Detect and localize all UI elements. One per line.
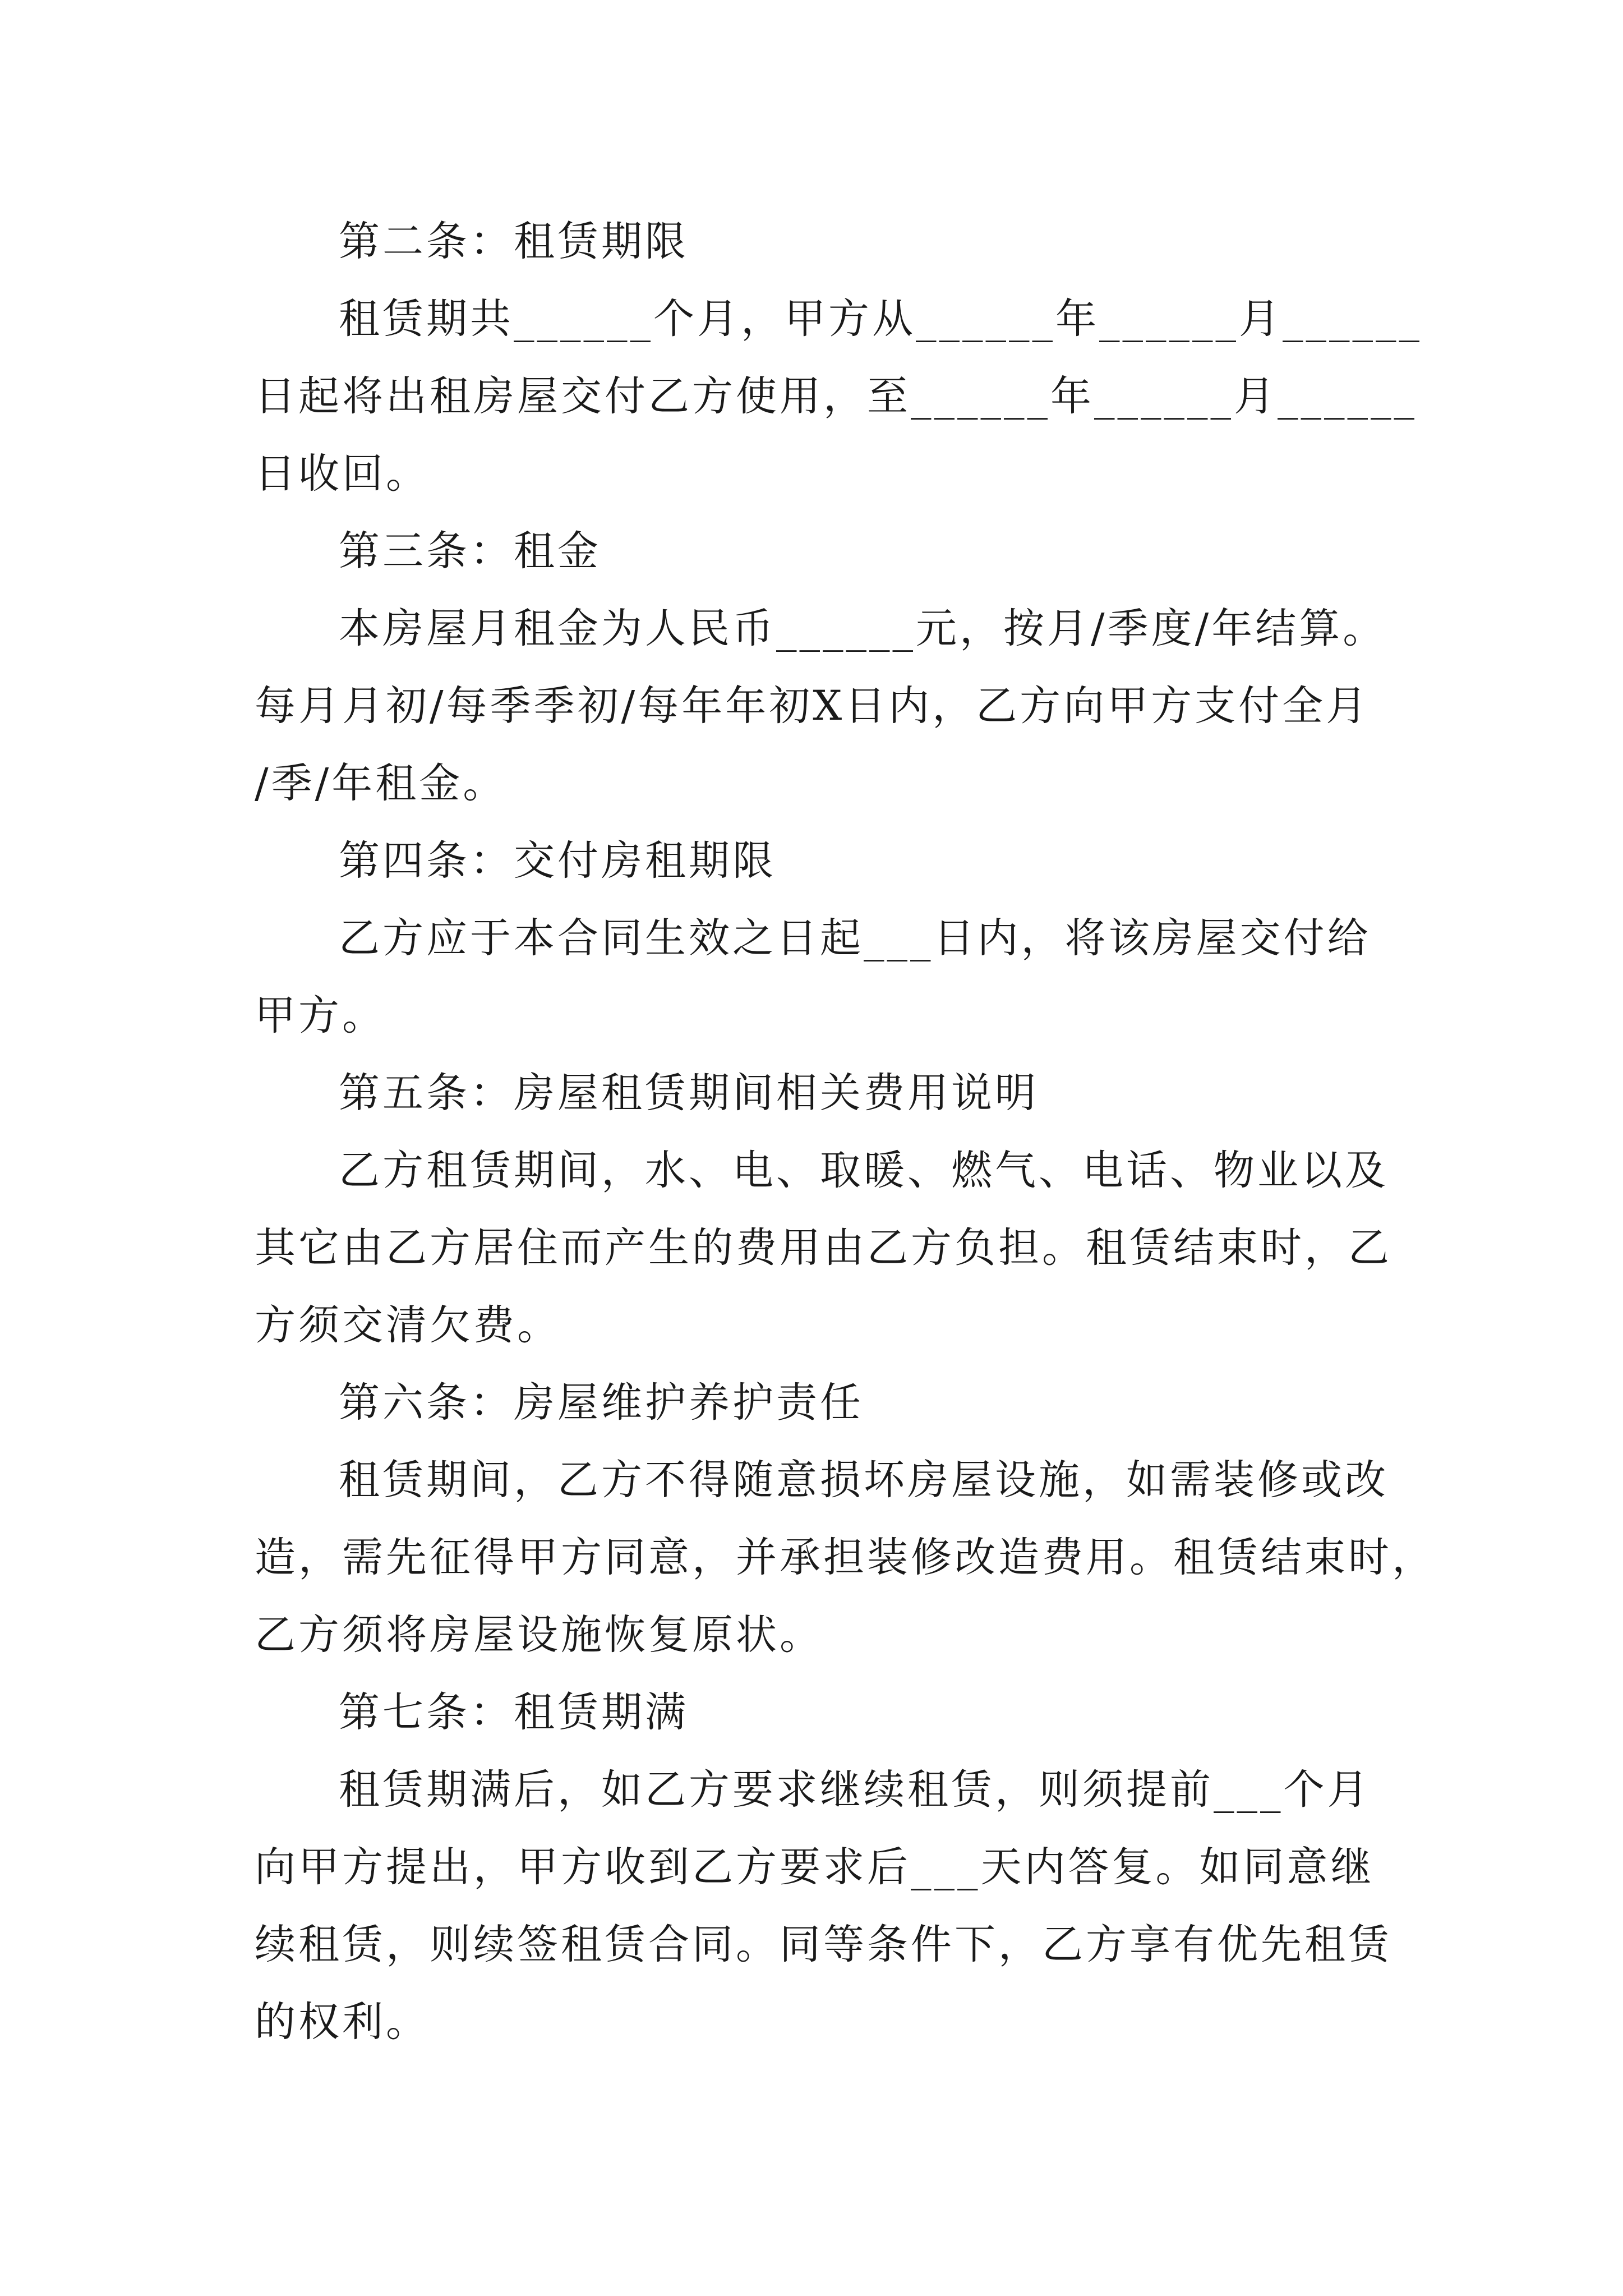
paragraph-line: 每月月初/每季季初/每年年初X日内，乙方向甲方支付全月 bbox=[255, 682, 1370, 730]
article-4-heading: 第四条：交付房租期限 bbox=[339, 837, 776, 885]
paragraph-line: 甲方。 bbox=[255, 992, 386, 1039]
paragraph-line: 租赁期间，乙方不得随意损坏房屋设施，如需装修或改 bbox=[339, 1456, 1389, 1504]
paragraph-line: 向甲方提出，甲方收到乙方要求后___天内答复。如同意继 bbox=[255, 1843, 1375, 1891]
document-body bbox=[255, 203, 1436, 2061]
paragraph-line: 方须交清欠费。 bbox=[255, 1301, 561, 1349]
paragraph-line: 乙方租赁期间，水、电、取暖、燃气、电话、物业以及 bbox=[339, 1147, 1389, 1194]
article-7-heading: 第七条：租赁期满 bbox=[339, 1688, 689, 1736]
paragraph-line: 本房屋月租金为人民币______元，按月/季度/年结算。 bbox=[339, 605, 1387, 652]
article-2-heading: 第二条：租赁期限 bbox=[339, 218, 689, 265]
paragraph-line: 造，需先征得甲方同意，并承担装修改造费用。租赁结束时， bbox=[255, 1534, 1436, 1581]
article-3-heading: 第三条：租金 bbox=[339, 527, 601, 575]
paragraph-line: 乙方须将房屋设施恢复原状。 bbox=[255, 1611, 823, 1659]
paragraph-line: 日收回。 bbox=[255, 450, 430, 498]
paragraph-line: 其它由乙方居住而产生的费用由乙方负担。租赁结束时，乙 bbox=[255, 1224, 1392, 1272]
paragraph-line: /季/年租金。 bbox=[255, 760, 507, 807]
paragraph-line: 租赁期共______个月，甲方从______年______月______ bbox=[339, 295, 1422, 343]
paragraph-line: 的权利。 bbox=[255, 1998, 430, 2046]
article-5-heading: 第五条：房屋租赁期间相关费用说明 bbox=[339, 1069, 1039, 1117]
paragraph-line: 乙方应于本合同生效之日起___日内，将该房屋交付给 bbox=[339, 914, 1371, 962]
paragraph-line: 续租赁，则续签租赁合同。同等条件下，乙方享有优先租赁 bbox=[255, 1921, 1392, 1968]
paragraph-line: 日起将出租房屋交付乙方使用，至______年______月______ bbox=[255, 372, 1417, 420]
article-6-heading: 第六条：房屋维护养护责任 bbox=[339, 1379, 864, 1427]
paragraph-line: 租赁期满后，如乙方要求继续租赁，则须提前___个月 bbox=[339, 1766, 1371, 1814]
